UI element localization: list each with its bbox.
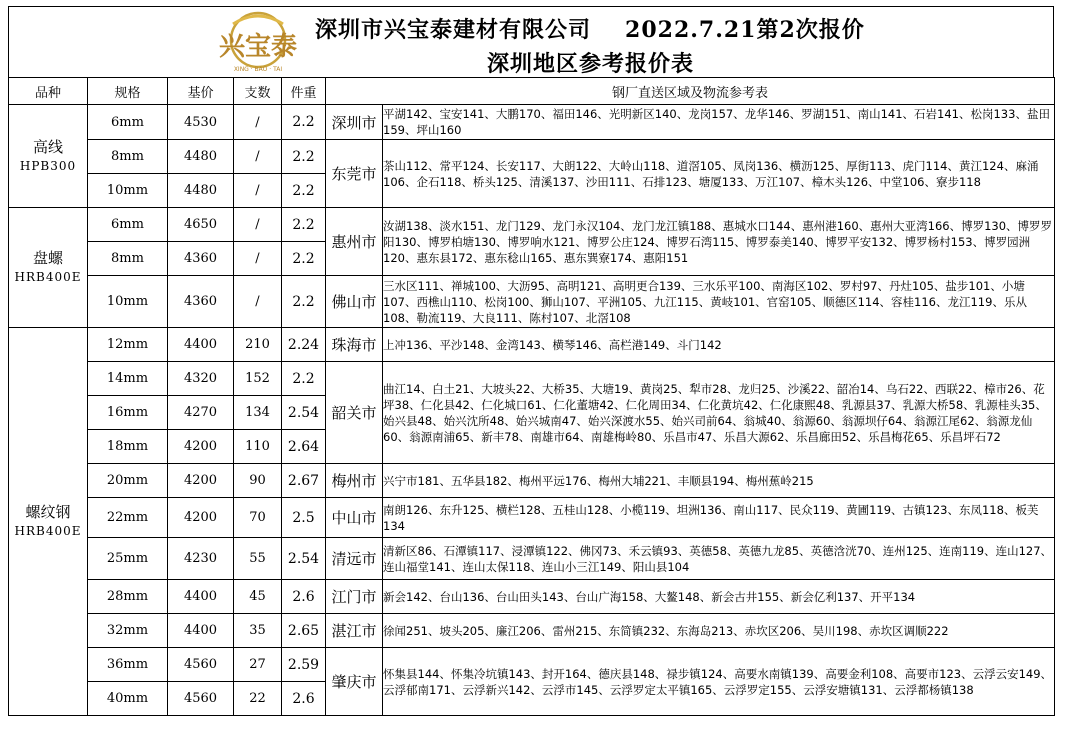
col-header-weight: 件重 (282, 78, 326, 105)
area-cell: 兴宁市181、五华县182、梅州平远176、梅州大埔221、丰顺县194、梅州蕉岭215 (383, 464, 1055, 498)
category-name: 盘螺 (32, 249, 63, 267)
price-table (8, 77, 1055, 716)
weight-cell: 2.6 (282, 580, 326, 614)
price-cell: 4530 (168, 105, 234, 140)
table-row (9, 105, 1055, 140)
pieces-cell: 152 (234, 362, 282, 396)
pieces-cell: / (234, 105, 282, 140)
weight-cell: 2.65 (282, 614, 326, 648)
pieces-cell: / (234, 174, 282, 208)
company-name: 深圳市兴宝泰建材有限公司 (315, 17, 592, 43)
weight-cell: 2.2 (282, 362, 326, 396)
price-cell: 4270 (168, 396, 234, 430)
price-cell: 4400 (168, 328, 234, 362)
area-cell: 清新区86、石潭镇117、浸潭镇122、佛冈73、禾云镇93、英德58、英德九龙85、英德浛洸70、连州125、连南119、连山127、连山福堂141、连山太保118、连山小三江149、阳山县104 (383, 538, 1055, 580)
pieces-cell: 134 (234, 396, 282, 430)
table-row (9, 498, 1055, 538)
table-row (9, 328, 1055, 362)
weight-cell: 2.67 (282, 464, 326, 498)
category-name: 螺纹钢 (25, 503, 71, 521)
price-cell: 4320 (168, 362, 234, 396)
city-cell: 中山市 (326, 498, 383, 538)
spec-cell: 16mm (88, 396, 168, 430)
spec-cell: 10mm (88, 276, 168, 328)
spec-cell: 6mm (88, 105, 168, 140)
spec-cell: 40mm (88, 682, 168, 716)
weight-cell: 2.54 (282, 396, 326, 430)
category-cell (9, 105, 88, 208)
weight-cell: 2.2 (282, 105, 326, 140)
weight-cell: 2.2 (282, 174, 326, 208)
price-cell: 4200 (168, 498, 234, 538)
spec-cell: 10mm (88, 174, 168, 208)
spec-cell: 18mm (88, 430, 168, 464)
weight-cell: 2.59 (282, 648, 326, 682)
pieces-cell: 90 (234, 464, 282, 498)
pieces-cell: 27 (234, 648, 282, 682)
sheet-header (8, 6, 1054, 77)
table-row (9, 140, 1055, 174)
table-row (9, 464, 1055, 498)
spec-cell: 8mm (88, 242, 168, 276)
logo-cn-text: 兴宝泰 (218, 32, 298, 62)
spec-cell: 14mm (88, 362, 168, 396)
price-cell: 4560 (168, 682, 234, 716)
spec-cell: 36mm (88, 648, 168, 682)
city-cell: 深圳市 (326, 105, 383, 140)
city-cell: 清远市 (326, 538, 383, 580)
weight-cell: 2.24 (282, 328, 326, 362)
city-cell: 东莞市 (326, 140, 383, 208)
pieces-cell: 45 (234, 580, 282, 614)
category-grade: HRB400E (14, 270, 82, 284)
area-cell: 三水区111、禅城100、大沥95、高明121、高明更合139、三水乐平100、南海区102、罗村97、丹灶105、盐步101、小塘107、西樵山110、松岗100、狮山107、平洲105、九江115、黄岐101、官窑105、顺德区114、容桂116、龙江119、乐从108、勒流119、大良111、陈村107、北滘108 (383, 276, 1055, 328)
pieces-cell: 35 (234, 614, 282, 648)
price-cell: 4400 (168, 580, 234, 614)
col-header-pieces: 支数 (234, 78, 282, 105)
spec-cell: 20mm (88, 464, 168, 498)
spec-cell: 32mm (88, 614, 168, 648)
table-row (9, 580, 1055, 614)
price-cell: 4560 (168, 648, 234, 682)
price-cell: 4400 (168, 614, 234, 648)
price-cell: 4480 (168, 140, 234, 174)
weight-cell: 2.5 (282, 498, 326, 538)
area-cell: 南朗126、东升125、横栏128、五桂山128、小榄119、坦洲136、南山117、民众119、黄圃119、古镇123、东凤118、板芙134 (383, 498, 1055, 538)
area-cell: 徐闻251、坡头205、廉江206、雷州215、东简镇232、东海岛213、赤坎区206、吴川198、赤坎区调顺222 (383, 614, 1055, 648)
weight-cell: 2.2 (282, 140, 326, 174)
col-header-category: 品种 (9, 78, 88, 105)
city-cell: 梅州市 (326, 464, 383, 498)
price-cell: 4230 (168, 538, 234, 580)
weight-cell: 2.64 (282, 430, 326, 464)
pieces-cell: / (234, 276, 282, 328)
pieces-cell: 70 (234, 498, 282, 538)
area-cell: 平湖142、宝安141、大鹏170、福田146、光明新区140、龙岗157、龙华146、罗湖151、南山141、石岩141、松岗133、盐田159、坪山160 (383, 105, 1055, 140)
weight-cell: 2.2 (282, 208, 326, 242)
pieces-cell: 55 (234, 538, 282, 580)
table-row (9, 538, 1055, 580)
table-row (9, 362, 1055, 396)
col-header-spec: 规格 (88, 78, 168, 105)
area-cell: 上冲136、平沙148、金湾143、横琴146、高栏港149、斗门142 (383, 328, 1055, 362)
pieces-cell: 22 (234, 682, 282, 716)
weight-cell: 2.6 (282, 682, 326, 716)
price-cell: 4650 (168, 208, 234, 242)
city-cell: 江门市 (326, 580, 383, 614)
pieces-cell: / (234, 208, 282, 242)
category-grade: HPB300 (19, 158, 77, 173)
pieces-cell: 210 (234, 328, 282, 362)
table-row (9, 648, 1055, 682)
city-cell: 佛山市 (326, 276, 383, 328)
city-cell: 珠海市 (326, 328, 383, 362)
city-cell: 韶关市 (326, 362, 383, 464)
price-sheet (8, 6, 1054, 718)
quote-date: 2022.7.21第2次报价 (625, 17, 865, 43)
category-name: 高线 (32, 137, 63, 156)
spec-cell: 22mm (88, 498, 168, 538)
weight-cell: 2.54 (282, 538, 326, 580)
category-cell (9, 208, 88, 328)
col-header-delivery-areas: 钢厂直送区域及物流参考表 (326, 78, 1055, 105)
logo-en-text: XING · BAO · TAI (233, 66, 283, 73)
weight-cell: 2.2 (282, 276, 326, 328)
category-grade: HRB400E (14, 524, 82, 538)
pieces-cell: / (234, 242, 282, 276)
price-cell: 4360 (168, 242, 234, 276)
city-cell: 湛江市 (326, 614, 383, 648)
sheet-title (315, 13, 865, 44)
city-cell: 惠州市 (326, 208, 383, 276)
weight-cell: 2.2 (282, 242, 326, 276)
city-cell: 肇庆市 (326, 648, 383, 716)
category-cell (9, 328, 88, 716)
area-cell: 曲江14、白土21、大坡头22、大桥35、大塘19、黄岗25、犁市28、龙归25、沙溪22、韶冶14、乌石22、西联22、樟市26、花坪38、仁化县42、仁化城口61、仁化董塘42、仁化周田34、仁化黄坑42、仁化康熙48、乳源县37、乳源大桥58、乳源桂头35、始兴县48、始兴沈所48、始兴城南47、始兴深渡水55、始兴司前64、翁城40、翁源60、翁源坝仔64、翁源江尾62、翁源龙仙60、翁源南浦65、新丰78、南雄市64、南雄梅岭80、乐昌市47、乐昌大源62、乐昌廊田52、乐昌梅花65、乐昌坪石72 (383, 362, 1055, 464)
table-row (9, 208, 1055, 242)
pieces-cell: 110 (234, 430, 282, 464)
pieces-cell: / (234, 140, 282, 174)
sheet-subtitle: 深圳地区参考报价表 (487, 51, 695, 77)
price-cell: 4200 (168, 464, 234, 498)
table-row (9, 276, 1055, 328)
area-cell: 新会142、台山136、台山田头143、台山广海158、大鳌148、新会古井155、新会亿利137、开平134 (383, 580, 1055, 614)
table-row (9, 614, 1055, 648)
area-cell: 怀集县144、怀集冷坑镇143、封开164、德庆县148、禄步镇124、高要水南镇139、高要金利108、高要市123、云浮云安149、云浮郁南171、云浮新兴142、云浮市145、云浮罗定太平镇165、云浮罗定155、云浮安塘镇131、云浮都杨镇138 (383, 648, 1055, 716)
price-cell: 4360 (168, 276, 234, 328)
spec-cell: 28mm (88, 580, 168, 614)
spec-cell: 8mm (88, 140, 168, 174)
spec-cell: 12mm (88, 328, 168, 362)
table-header-row (9, 78, 1055, 105)
area-cell: 汝湖138、淡水151、龙门129、龙门永汉104、龙门龙江镇188、惠城水口144、惠州港160、惠州大亚湾166、博罗130、博罗罗阳130、博罗柏塘130、博罗响水121、博罗公庄124、博罗石湾115、博罗泰美140、博罗平安132、博罗杨村153、博罗园洲120、惠东县172、惠东稔山165、惠东巽寮174、惠阳151 (383, 208, 1055, 276)
spec-cell: 6mm (88, 208, 168, 242)
price-cell: 4200 (168, 430, 234, 464)
company-logo (215, 10, 301, 76)
spec-cell: 25mm (88, 538, 168, 580)
price-cell: 4480 (168, 174, 234, 208)
col-header-price: 基价 (168, 78, 234, 105)
area-cell: 茶山112、常平124、长安117、大朗122、大岭山118、道滘105、凤岗136、横沥125、厚街113、虎门114、黄江124、麻涌106、企石118、桥头125、清溪137、沙田111、石排123、塘厦133、万江107、樟木头126、中堂106、寮步118 (383, 140, 1055, 208)
